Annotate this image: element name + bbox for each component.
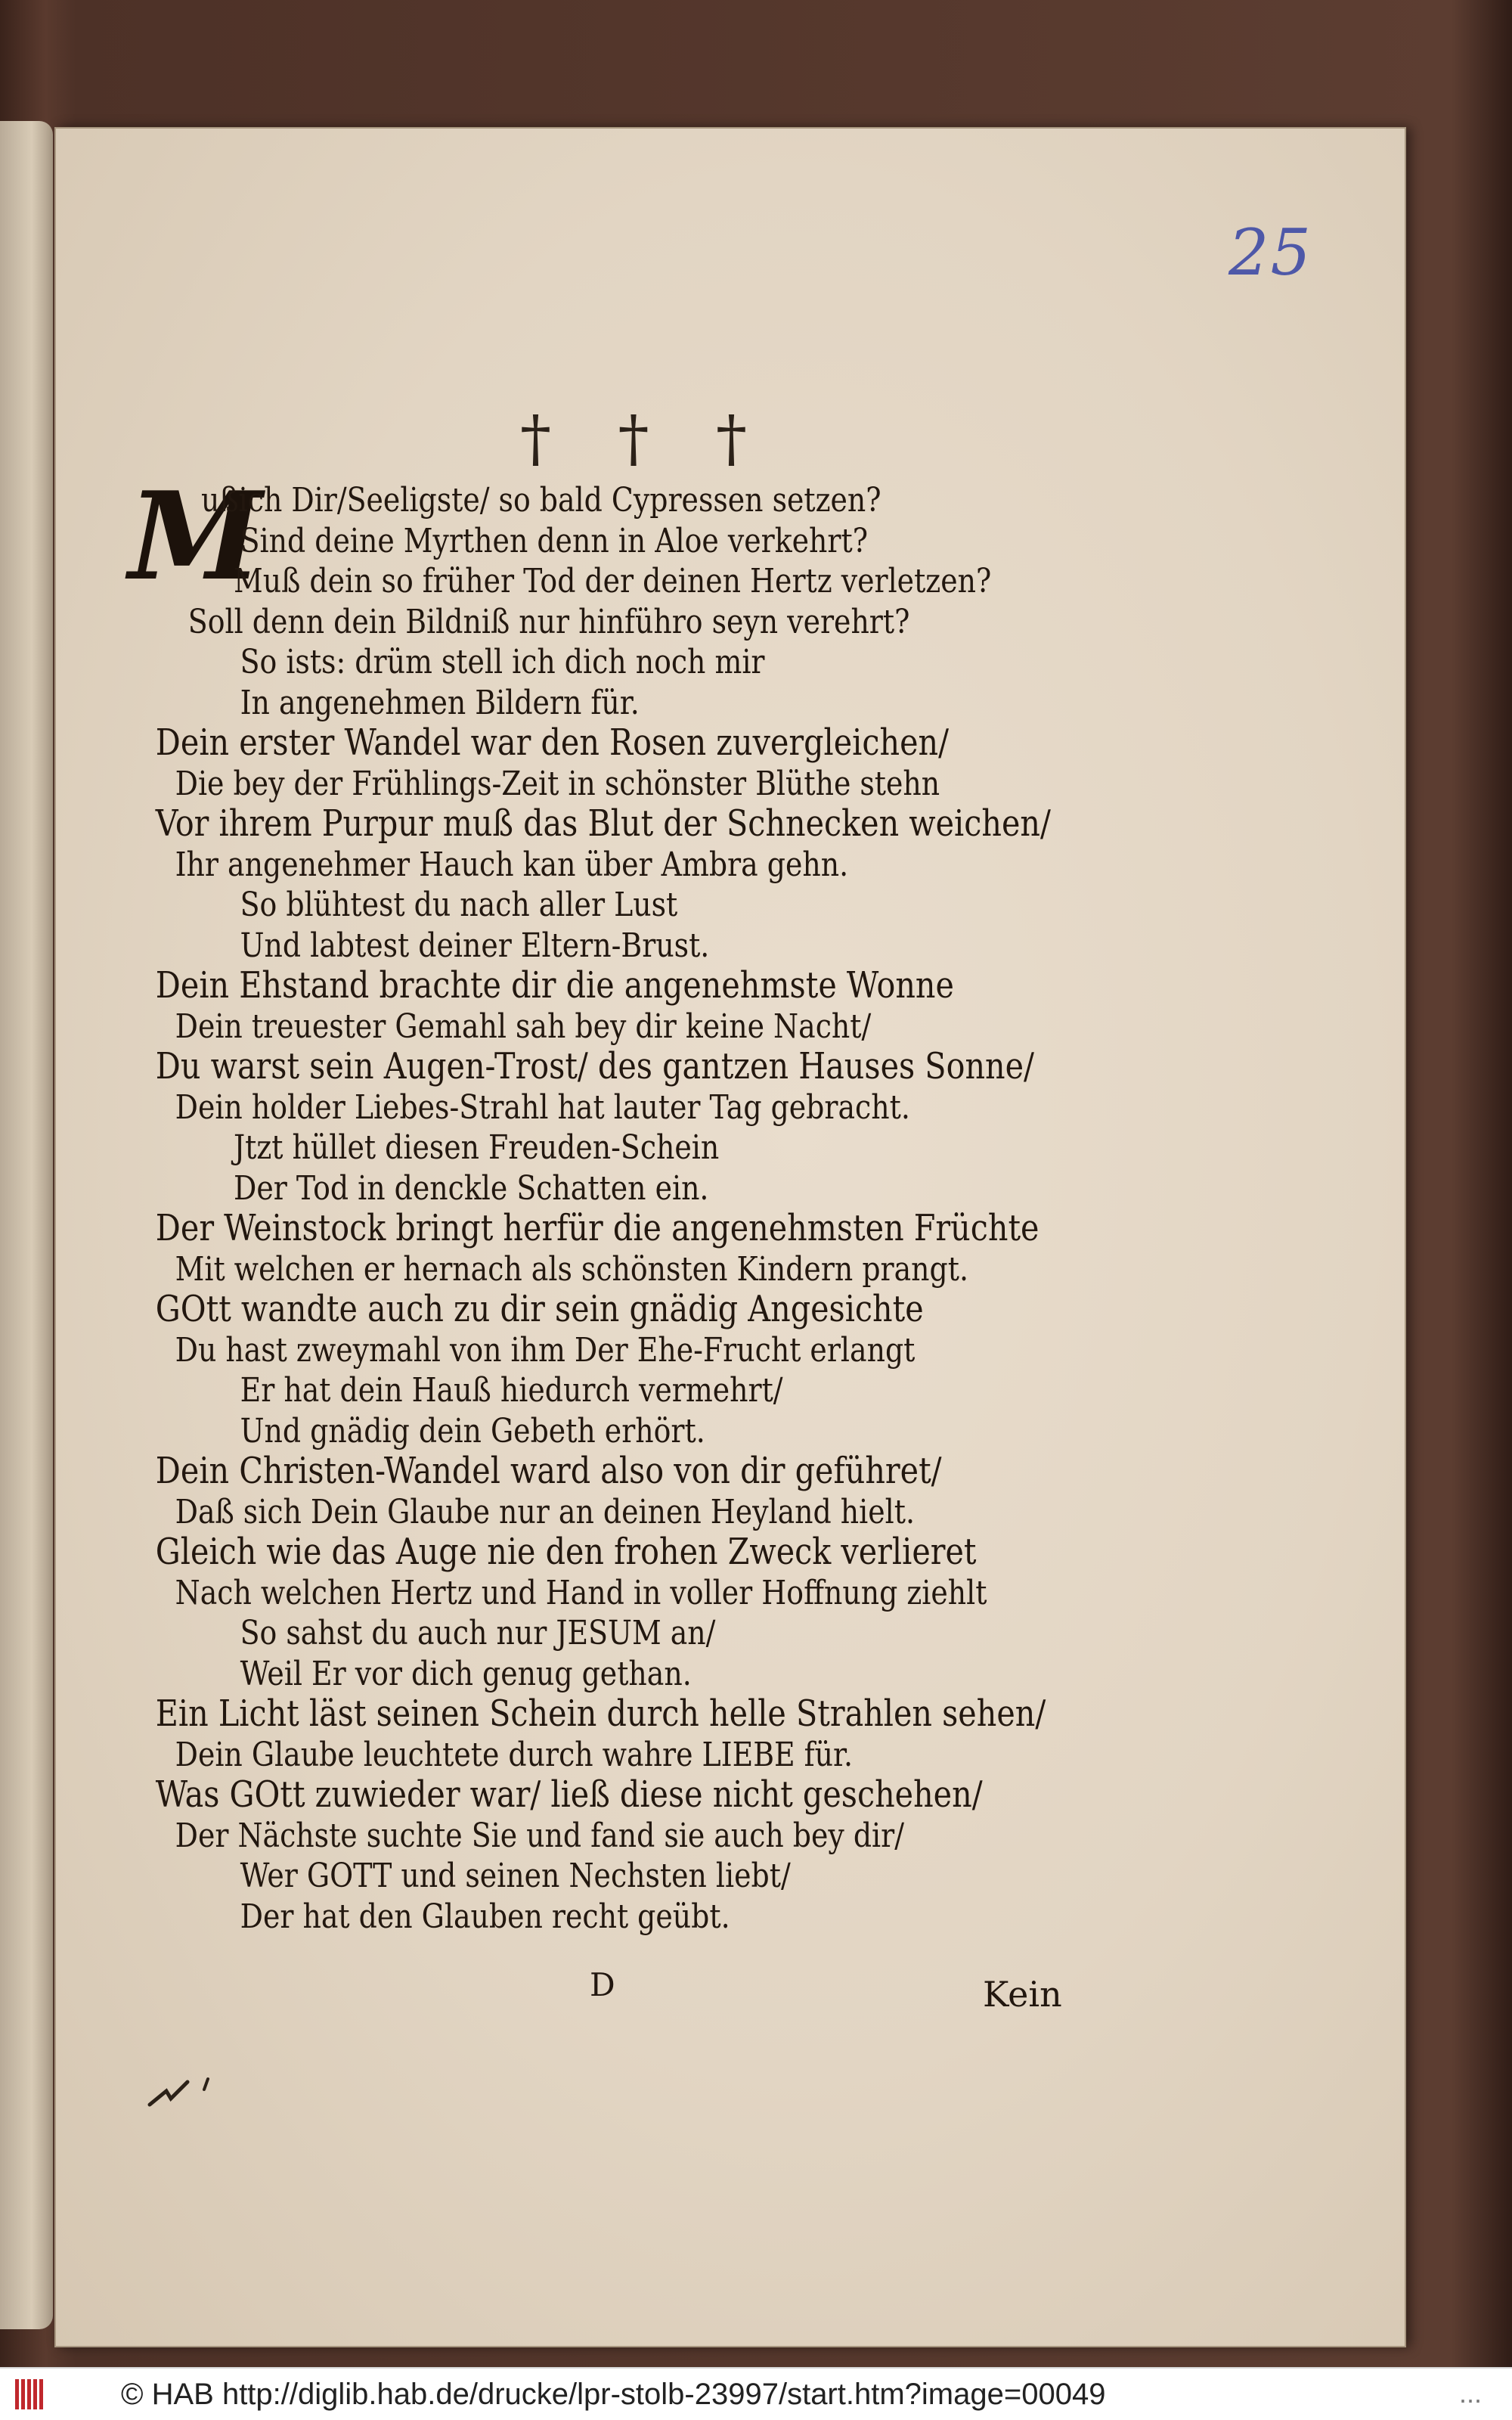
poem-line: So sahst du auch nur JESUM an/	[240, 1614, 716, 1652]
poem-line: Der Nächste suchte Sie und fand sie auch bey dir/	[175, 1816, 904, 1855]
poem-line: Soll denn dein Bildniß nur hinführo seyn verehrt?	[187, 602, 910, 641]
poem-line: Was GOtt zuwieder war/ ließ diese nicht geschehen/	[155, 1773, 983, 1816]
folio-number: 25	[1228, 216, 1312, 290]
poem-line: Dein Ehstand brachte dir die angenehmste Wonne	[155, 964, 954, 1007]
poem-line: So ists: drüm stell ich dich noch mir	[240, 643, 765, 681]
poem-line: Ihr angenehmer Hauch kan über Ambra gehn.	[175, 845, 849, 884]
poem-line: Und labtest deiner Eltern-Brust.	[240, 926, 710, 965]
hab-logo-icon	[0, 2369, 60, 2420]
previous-page-edge	[0, 121, 53, 2329]
poem-line: Muß dein so früher Tod der deinen Hertz verletzen?	[234, 562, 992, 600]
stanza-3	[136, 966, 1089, 1208]
poem-line: Dein treuester Gemahl sah bey dir keine Nacht/	[175, 1007, 872, 1046]
poem-line: GOtt wandte auch zu dir sein gnädig Angesichte	[155, 1288, 924, 1330]
archive-footer	[0, 2367, 1512, 2420]
cross-2: †	[618, 403, 649, 475]
poem-text	[129, 465, 1089, 1937]
cross-3: †	[716, 403, 747, 475]
poem-line: Dein holder Liebes-Strahl hat lauter Tag gebracht.	[175, 1087, 910, 1127]
crosses-heading	[520, 403, 747, 475]
poem-line: Weil Er vor dich genug gethan.	[240, 1654, 692, 1693]
stanza-4	[136, 1208, 1089, 1451]
poem-line: Nach welchen Hertz und Hand in voller Hoffnung ziehlt	[175, 1573, 987, 1612]
poem-line: ußich Dir/Seeligste/ so bald Cypressen setzen?	[201, 481, 881, 520]
cross-1: †	[520, 403, 551, 475]
poem-line: Die bey der Frühlings-Zeit in schönster Blüthe stehn	[175, 764, 940, 803]
catchword: Kein	[983, 1974, 1062, 2015]
poem-line: Und gnädig dein Gebeth erhört.	[240, 1411, 705, 1450]
poem-line: In angenehmen Bildern für.	[240, 683, 640, 722]
poem-line: Gleich wie das Auge nie den frohen Zweck verlieret	[155, 1531, 977, 1573]
footer-source-link[interactable]: © HAB http://diglib.hab.de/drucke/lpr-stolb-23997/start.htm?image=00049	[121, 2377, 1106, 2411]
poem-line: Daß sich Dein Glaube nur an deinen Heyland hielt.	[175, 1492, 916, 1531]
footer-more-icon[interactable]: ...	[1458, 2378, 1482, 2409]
poem-line: So blühtest du nach aller Lust	[240, 886, 678, 924]
poem-line: Dein erster Wandel war den Rosen zuvergleichen/	[155, 721, 949, 764]
poem-line: Er hat dein Hauß hiedurch vermehrt/	[240, 1371, 783, 1410]
poem-line: Mit welchen er hernach als schönsten Kindern prangt.	[175, 1249, 969, 1289]
stanza-5	[136, 1451, 1089, 1694]
poem-line: Dein Glaube leuchtete durch wahre LIEBE für.	[175, 1735, 854, 1774]
poem-line: Dein Christen-Wandel ward also von dir geführet/	[155, 1450, 942, 1492]
stanza-2	[136, 723, 1089, 966]
signature-mark: D	[590, 1966, 615, 2003]
poem-line: Du warst sein Augen-Trost/ des gantzen Hauses Sonne/	[155, 1045, 1034, 1087]
poem-line: Ein Licht läst seinen Schein durch helle Strahlen sehen/	[155, 1692, 1046, 1735]
stanza-1	[136, 480, 1089, 723]
poem-line: Jtzt hüllet diesen Freuden-Schein	[234, 1128, 720, 1167]
pen-mark-icon	[144, 2068, 227, 2114]
poem-line: Sind deine Myrthen denn in Aloe verkehrt?	[240, 521, 868, 560]
poem-line: Vor ihrem Purpur muß das Blut der Schnecken weichen/	[155, 802, 1051, 845]
poem-line: Der hat den Glauben recht geübt.	[240, 1897, 730, 1936]
dropcap-initial: M	[129, 465, 263, 607]
poem-line: Wer GOTT und seinen Nechsten liebt/	[240, 1857, 791, 1895]
stanza-6	[136, 1694, 1089, 1937]
poem-line: Der Weinstock bringt herfür die angenehmsten Früchte	[155, 1207, 1040, 1249]
poem-line: Der Tod in denckle Schatten ein.	[234, 1168, 709, 1208]
poem-line: Du hast zweymahl von ihm Der Ehe-Frucht erlangt	[175, 1330, 916, 1370]
